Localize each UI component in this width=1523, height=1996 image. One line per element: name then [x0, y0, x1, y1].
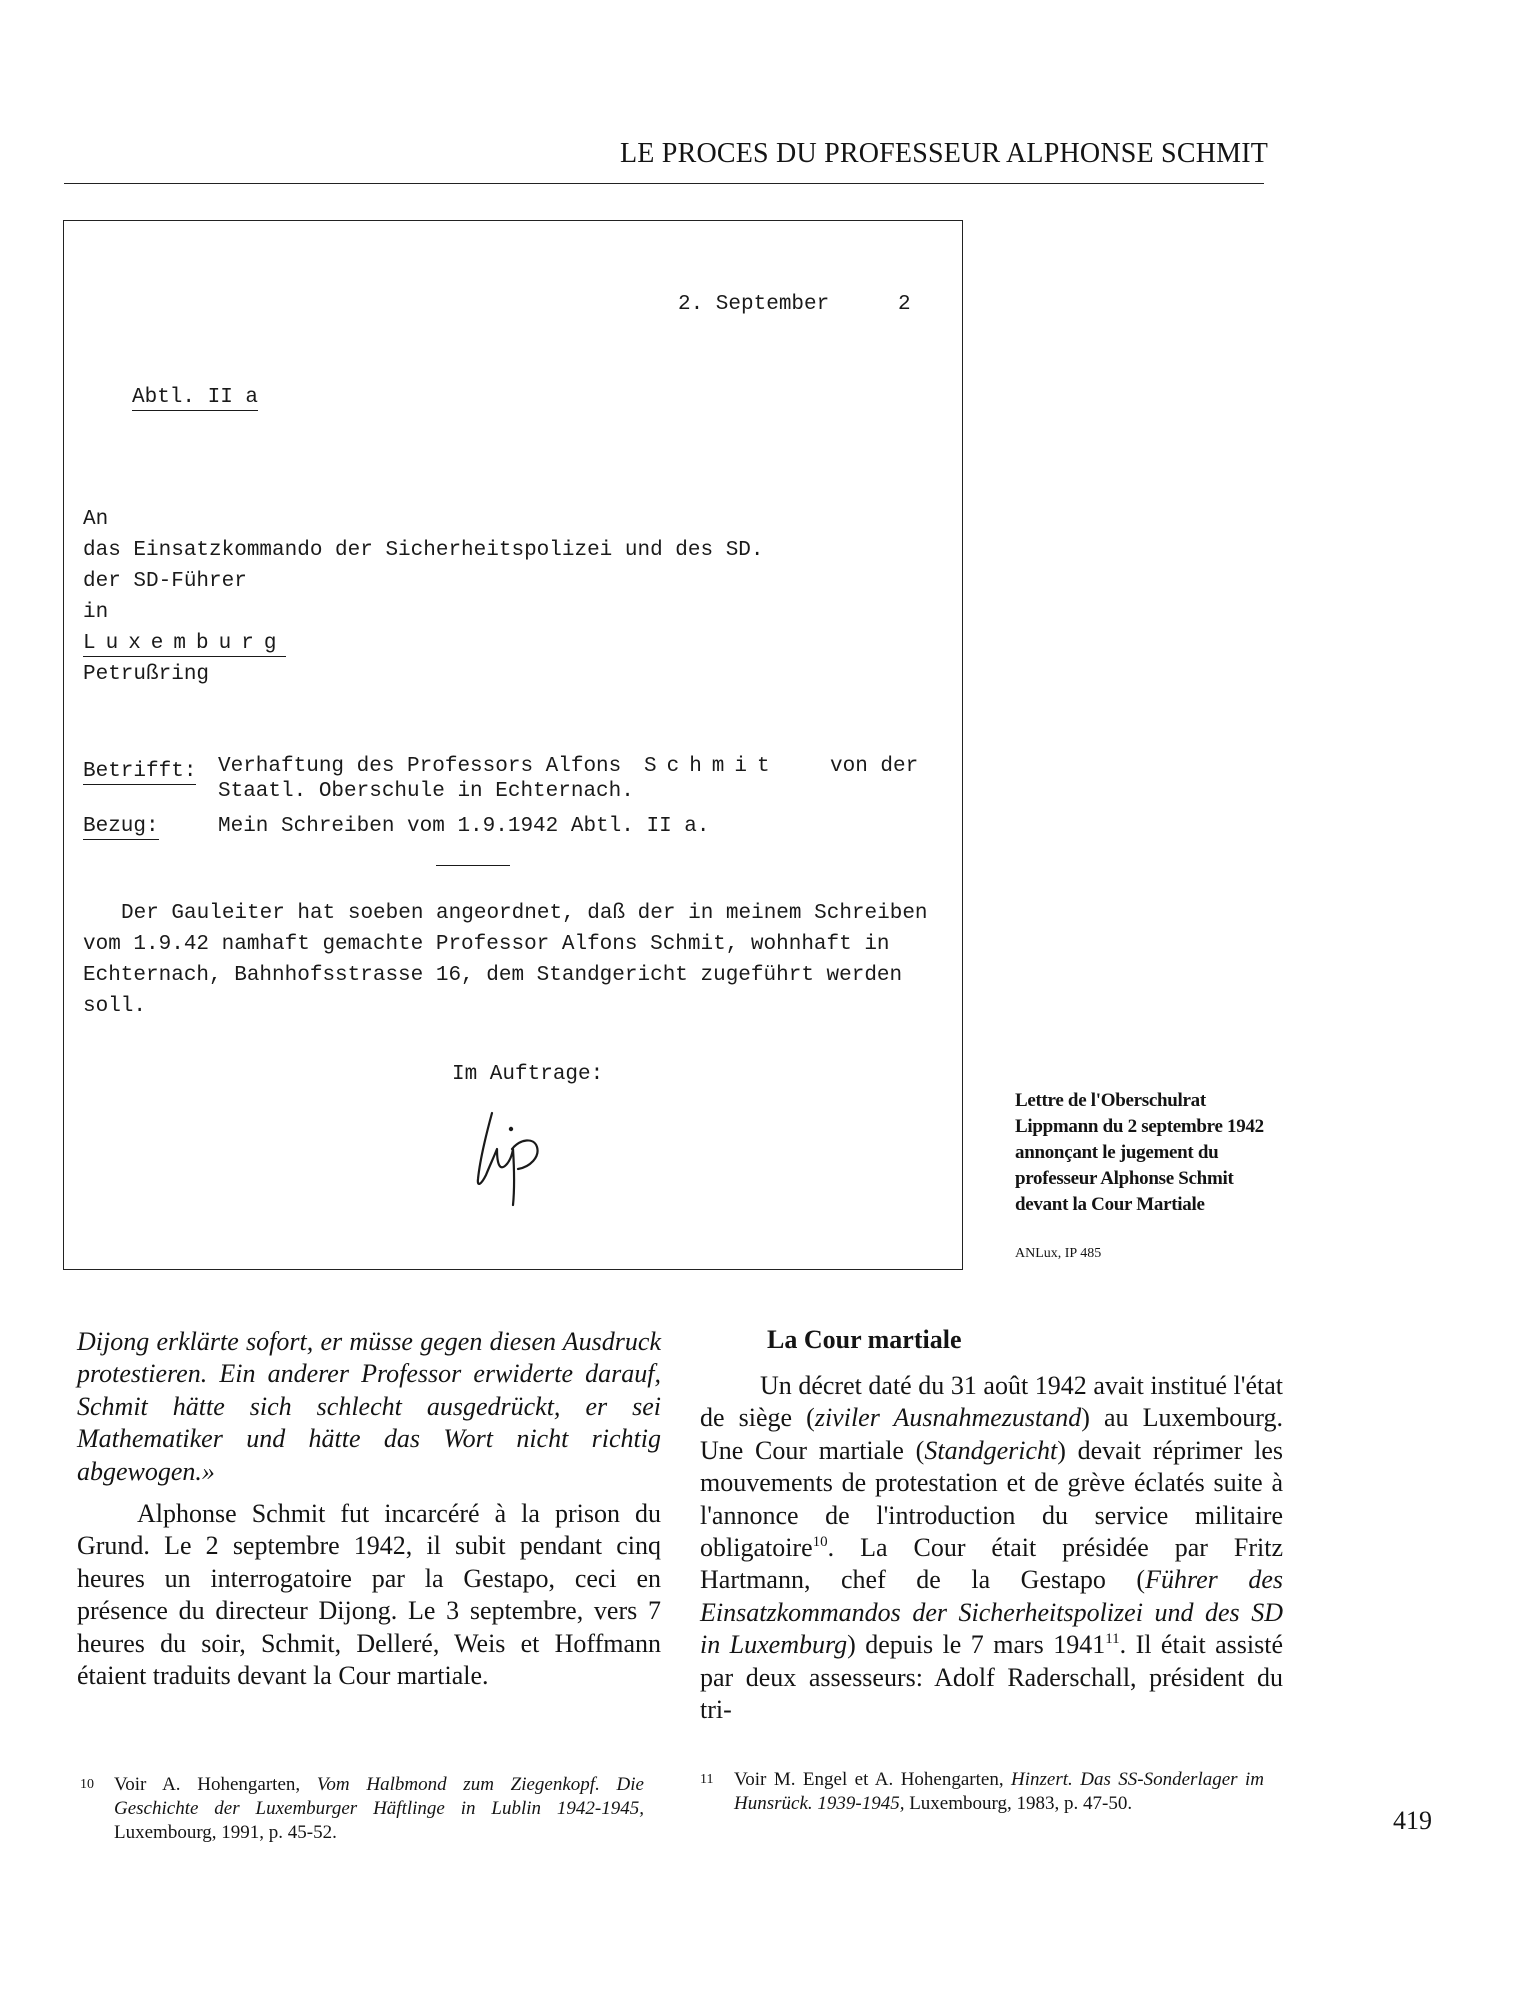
letter-betrifft-line2: Staatl. Oberschule in Echternach.	[218, 780, 634, 803]
letter-betrifft-name: Schmit	[644, 755, 780, 778]
letter-address-line2: der SD-Führer	[83, 570, 247, 593]
text-run: ) au Luxembourg. Une Cour martiale (	[700, 1403, 1283, 1465]
footnote-10	[80, 1773, 660, 1845]
section-heading: La Cour martiale	[767, 1325, 962, 1354]
footnote-text: Voir A. Hohengarten,	[114, 1774, 317, 1795]
footnote-title: Hinzert. Das SS-Sonderlager im Hunsrück. 1939-1945,	[734, 1769, 1264, 1814]
text-run: ) devait réprimer les mouvements de protestation et de grève éclatés suite à l'annonce de l'introduction du service militaire obligatoire	[700, 1435, 1283, 1563]
text-run: . Il était assisté par deux assesseurs: Adolf Raderschall, président du tri-	[700, 1630, 1283, 1725]
handwritten-signature	[464, 1101, 564, 1211]
body-paragraph: Alphonse Schmit fut incarcéré à la prison du Grund. Le 2 septembre 1942, il subit pendant cinq heures un interrogatoire par la Gestapo, ceci en présence du directeur Dijong. Le 3 septembre, vers 7 heures du soir, Schmit, Delleré, Weis et Hoffmann étaient traduits devant la Cour martiale.	[77, 1499, 661, 1691]
letter-betrifft-line1-end: von der	[830, 755, 919, 778]
body-paragraph	[700, 1370, 1283, 1726]
letter-page-number: 2	[898, 293, 911, 316]
footnote-text: Luxembourg, 1983, p. 47-50.	[904, 1793, 1133, 1814]
letter-closing: Im Auftrage:	[452, 1063, 604, 1086]
text-run: . La Cour était présidée par Fritz Hartmann, chef de la Gestapo (	[700, 1533, 1283, 1595]
text-run: Un décret daté du 31 août 1942 avait institué l'état de siège (	[700, 1371, 1283, 1433]
running-header-title: LE PROCES DU PROFESSEUR ALPHONSE SCHMIT	[620, 138, 1269, 169]
footnote-text: Voir M. Engel et A. Hohengarten,	[734, 1769, 1012, 1790]
letter-body-line1: Der Gauleiter hat soeben angeordnet, daß der in meinem Schreiben	[121, 902, 928, 925]
letter-address-line3: in	[83, 601, 109, 624]
letter-betrifft-line1: Verhaftung des Professors Alfons	[218, 755, 622, 778]
letter-street: Petrußring	[83, 663, 210, 686]
letter-divider	[436, 865, 510, 866]
left-column	[77, 1326, 661, 1692]
letter-bezug-label: Bezug:	[83, 815, 159, 838]
footnote-number: 11	[700, 1772, 714, 1787]
letter-betrifft-label: Betrifft:	[83, 760, 197, 783]
figure-caption: Lettre de l'Oberschulrat Lippmann du 2 septembre 1942 annonçant le jugement du professeur Alphonse Schmit devant la Cour Martiale	[1015, 1090, 1264, 1215]
page-number: 419	[1393, 1806, 1432, 1835]
footnote-11	[700, 1768, 1283, 1816]
footnote-number: 10	[80, 1777, 94, 1792]
footnote-ref: 10	[812, 1534, 828, 1551]
letter-department: Abtl. II a	[132, 386, 259, 409]
letter-bezug-text: Mein Schreiben vom 1.9.1942 Abtl. II a.	[218, 815, 710, 838]
letter-city: Luxemburg	[83, 632, 287, 655]
footnote-ref: 11	[1105, 1631, 1120, 1648]
letter-body-line4: soll.	[83, 995, 147, 1018]
quote-paragraph: Dijong erklärte sofort, er müsse gegen diesen Ausdruck protestieren. Ein anderer Professor erwiderte darauf, Schmit hätte sich schlecht ausgedrückt, er sei Mathematiker und hätte das Wort nicht richtig abgewogen.»	[77, 1327, 661, 1486]
italic-run: ziviler Ausnahmezustand	[814, 1403, 1082, 1433]
text-run: ) depuis le 7 mars 1941	[847, 1630, 1106, 1660]
letter-an: An	[83, 508, 109, 531]
right-column	[700, 1323, 1283, 1726]
letter-body-line3: Echternach, Bahnhofsstrasse 16, dem Standgericht zugeführt werden	[83, 964, 903, 987]
letter-date: 2. September	[678, 293, 830, 316]
italic-run: Führer des Einsatzkommandos der Sicherheitspolizei und des SD in Luxemburg	[700, 1565, 1283, 1660]
footnote-text: Luxembourg, 1991, p. 45-52.	[114, 1822, 337, 1843]
letter-body-line2: vom 1.9.42 namhaft gemachte Professor Alfons Schmit, wohnhaft in	[83, 933, 890, 956]
letter-facsimile	[63, 220, 963, 1270]
letter-address-line1: das Einsatzkommando der Sicherheitspolizei und des SD.	[83, 539, 764, 562]
figure-source: ANLux, IP 485	[1015, 1246, 1102, 1261]
italic-run: Standgericht	[924, 1435, 1058, 1465]
footnote-title: Vom Halbmond zum Ziegenkopf. Die Geschichte der Luxemburger Häftlinge in Lublin 1942-1945,	[114, 1774, 644, 1819]
header-rule	[64, 183, 1264, 184]
